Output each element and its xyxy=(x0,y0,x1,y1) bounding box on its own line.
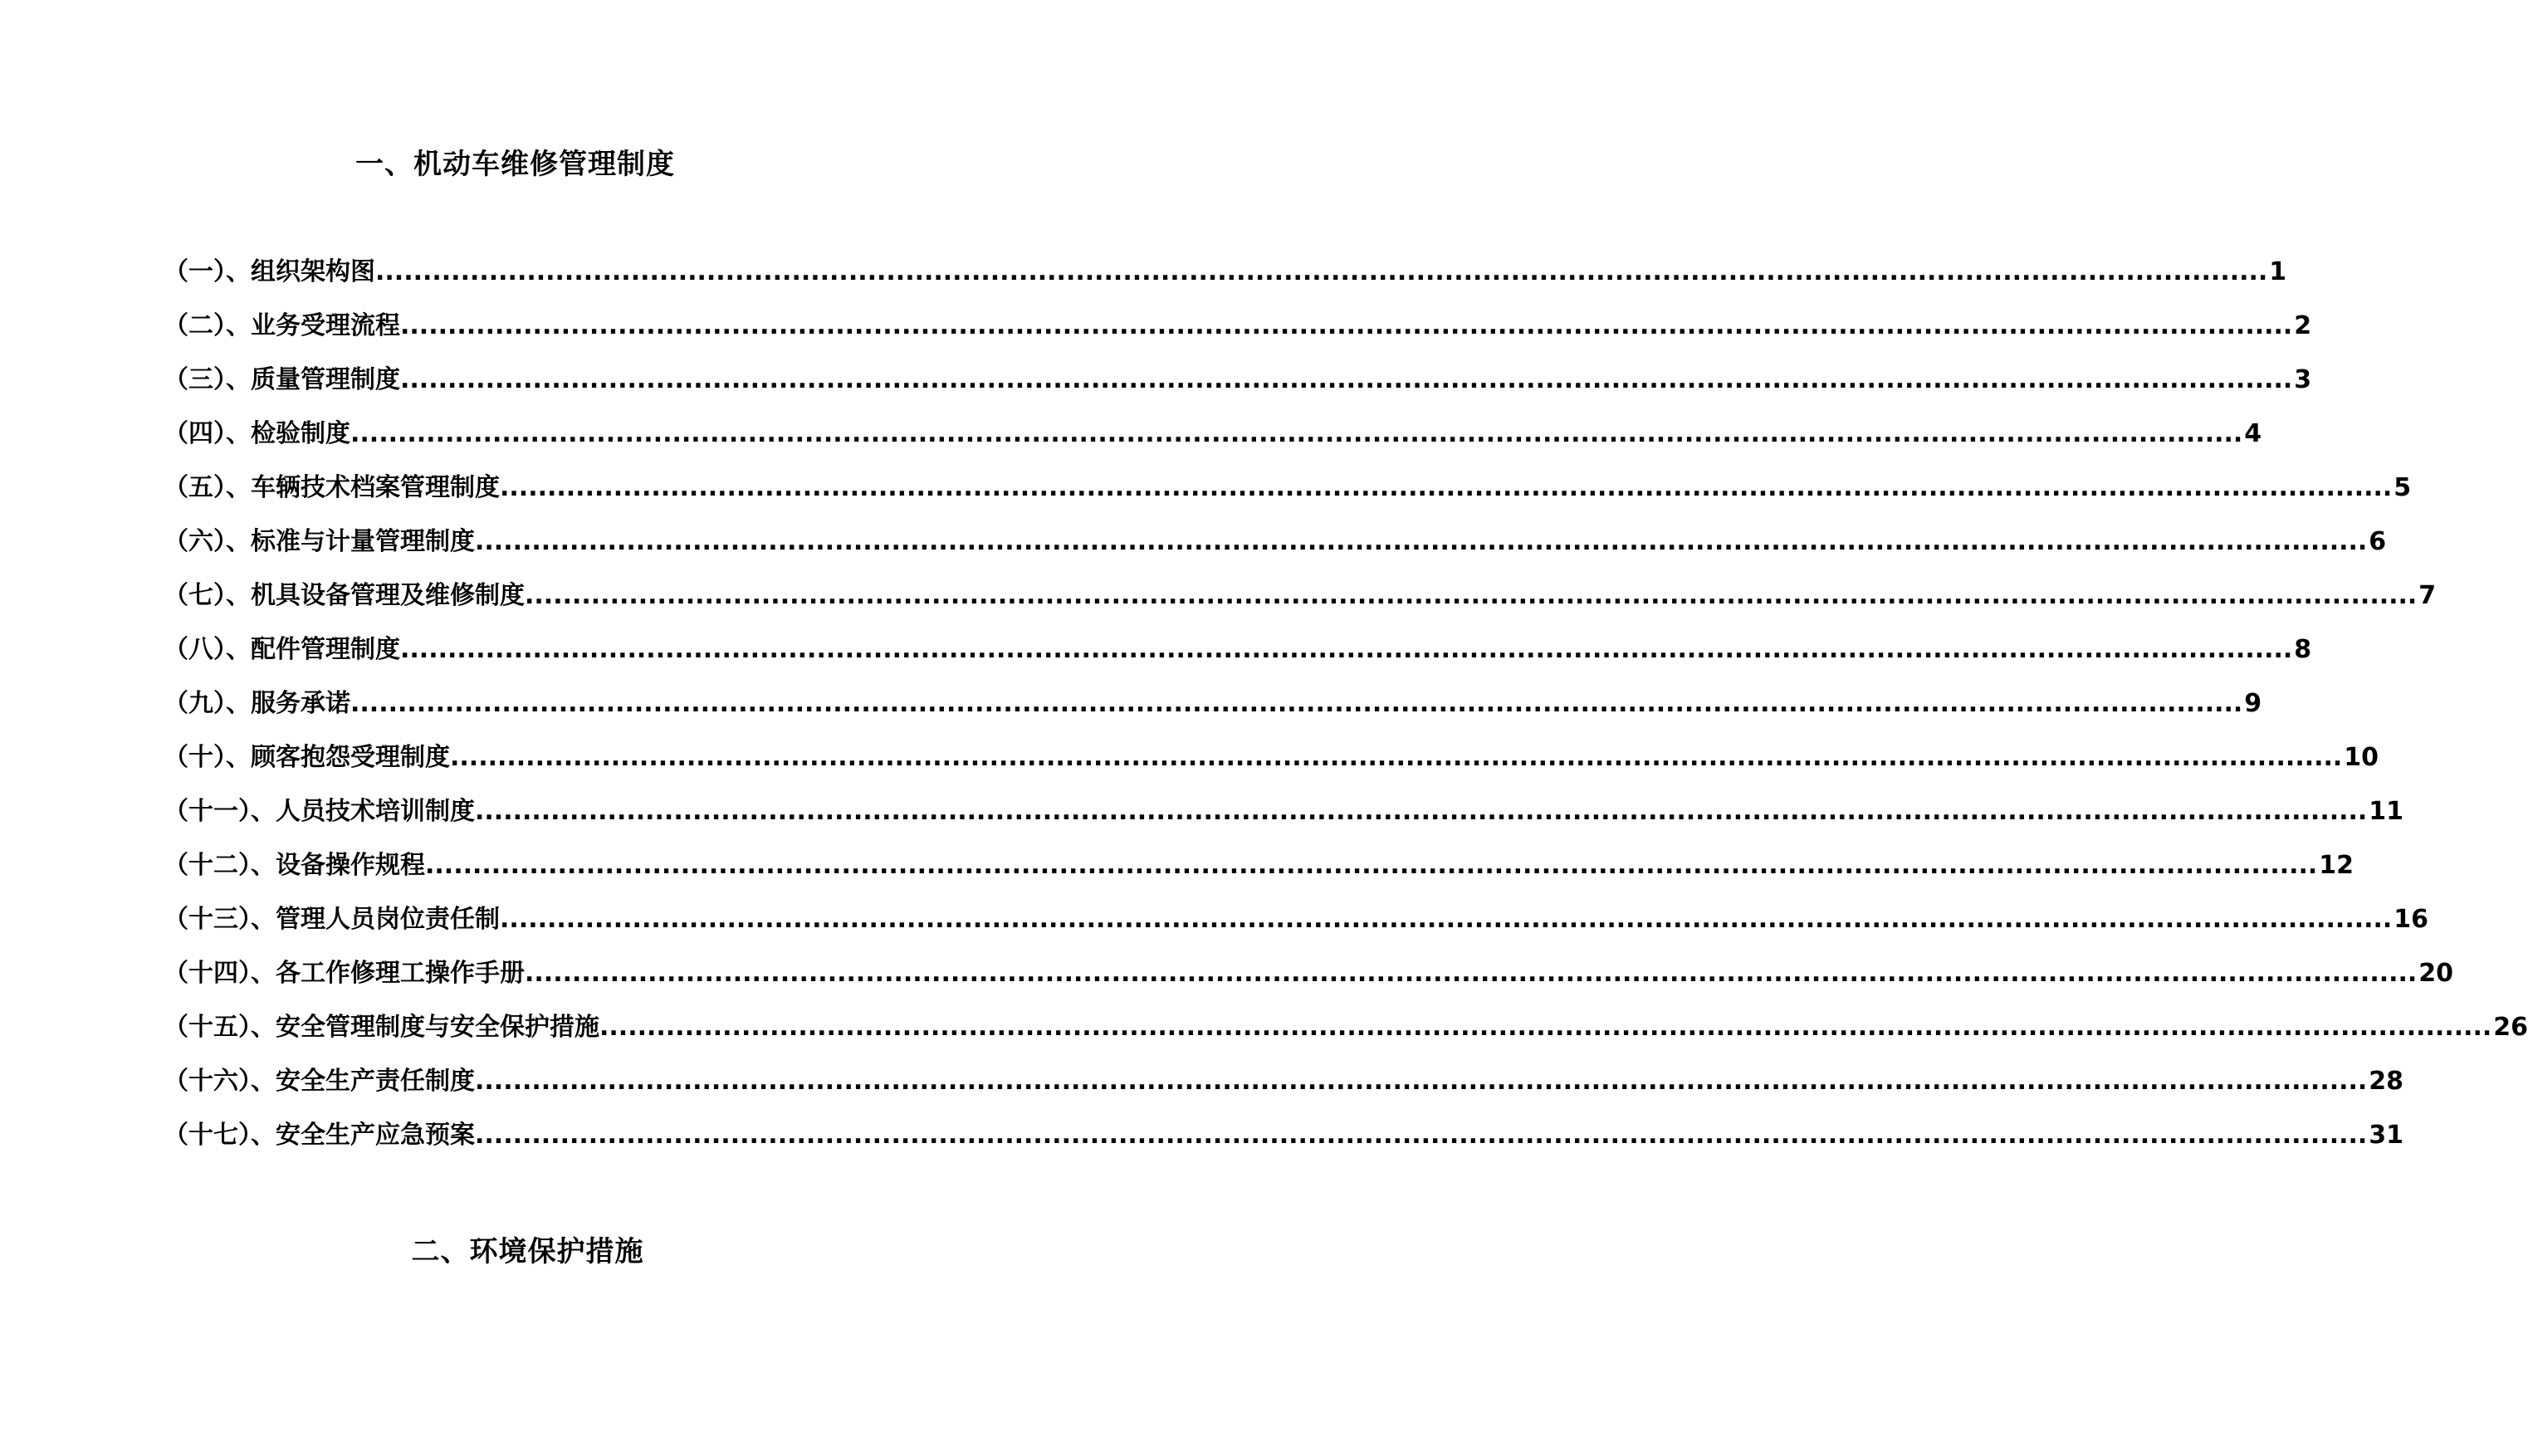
toc-entry-page: 31 xyxy=(2369,1121,2404,1150)
toc-entry-page: 8 xyxy=(2294,635,2312,664)
toc-leader-dots: ........................................................................................................................................................................................................ xyxy=(450,743,2343,772)
toc-leader-dots: ........................................................................................................................................................................................................ xyxy=(500,473,2393,502)
toc-entry-page: 20 xyxy=(2418,959,2454,988)
toc-entry-page: 26 xyxy=(2493,1013,2528,1042)
toc-leader-dots: ........................................................................................................................................................................................................ xyxy=(475,797,2368,826)
toc-entry-page: 3 xyxy=(2294,365,2312,394)
section-heading-text: 二、环境保护措施 xyxy=(411,1235,644,1268)
toc-entry-title: （六）、标准与计量管理制度 xyxy=(164,527,475,556)
toc-leader-dots: ........................................................................................................................................................................................................ xyxy=(350,419,2243,448)
toc-entry-page: 10 xyxy=(2344,743,2379,772)
toc-entry[interactable] xyxy=(164,682,2262,736)
toc-entry[interactable] xyxy=(164,413,2262,467)
toc-leader-dots: ........................................................................................................................................................................................................ xyxy=(475,527,2368,556)
toc-entry-title: （三）、质量管理制度 xyxy=(164,365,400,394)
toc-leader-dots: ........................................................................................................................................................................................................ xyxy=(475,1121,2368,1150)
toc-entry[interactable] xyxy=(164,628,2312,682)
toc-entry-title: （五）、车辆技术档案管理制度 xyxy=(164,473,500,502)
toc-leader-dots: ........................................................................................................................................................................................................ xyxy=(400,365,2293,394)
toc-entry-page: 2 xyxy=(2294,311,2312,340)
toc-entry-title: （八）、配件管理制度 xyxy=(164,635,400,664)
toc-entry[interactable] xyxy=(164,898,2429,952)
section-heading: 一、机动车维修管理制度 xyxy=(355,148,675,181)
toc-entry-title: （十五）、安全管理制度与安全保护措施 xyxy=(164,1013,599,1042)
toc-entry-title: （十六）、安全生产责任制度 xyxy=(164,1067,475,1096)
toc-entry[interactable] xyxy=(164,359,2312,413)
toc-entry-title: （十七）、安全生产应急预案 xyxy=(164,1121,475,1150)
toc-entry-title: （十一）、人员技术培训制度 xyxy=(164,797,475,826)
toc-entry[interactable] xyxy=(164,1006,2528,1060)
toc-entry-title: （十二）、设备操作规程 xyxy=(164,851,425,880)
toc-entry-page: 5 xyxy=(2394,473,2412,502)
toc-entry-page: 9 xyxy=(2244,689,2262,718)
toc-entry-title: （九）、服务承诺 xyxy=(164,689,350,718)
toc-entry[interactable] xyxy=(164,952,2454,1006)
toc-entry[interactable] xyxy=(164,1060,2404,1114)
toc-entry[interactable] xyxy=(164,574,2437,628)
toc-entry-title: （七）、机具设备管理及维修制度 xyxy=(164,581,525,610)
toc-entry[interactable] xyxy=(164,520,2387,574)
toc-entry[interactable] xyxy=(164,251,2287,305)
toc-entry[interactable] xyxy=(164,305,2312,359)
toc-entry-title: （四）、检验制度 xyxy=(164,419,350,448)
toc-entry[interactable] xyxy=(164,790,2404,844)
toc-entry[interactable] xyxy=(164,736,2379,790)
toc-leader-dots: ........................................................................................................................................................................................................ xyxy=(500,905,2393,934)
toc-entry-page: 7 xyxy=(2418,581,2437,610)
toc-entry[interactable] xyxy=(164,844,2354,898)
toc-entry-page: 28 xyxy=(2369,1067,2404,1096)
toc-entry-page: 4 xyxy=(2244,419,2262,448)
section-heading xyxy=(0,1229,1030,1269)
toc-leader-dots: ........................................................................................................................................................................................................ xyxy=(475,1067,2368,1096)
toc-leader-dots: ........................................................................................................................................................................................................ xyxy=(400,311,2293,340)
toc-leader-dots: ........................................................................................................................................................................................................ xyxy=(350,689,2243,718)
toc-entry-title: （十三）、管理人员岗位责任制 xyxy=(164,905,500,934)
toc-entry-title: （一）、组织架构图 xyxy=(164,257,375,286)
toc-entry-title: （十四）、各工作修理工操作手册 xyxy=(164,959,525,988)
toc-entry[interactable] xyxy=(164,1114,2404,1168)
toc-entry-page: 1 xyxy=(2269,257,2287,286)
toc-entry-page: 11 xyxy=(2369,797,2404,826)
toc-leader-dots: ........................................................................................................................................................................................................ xyxy=(525,959,2418,988)
table-of-contents xyxy=(164,251,2528,1168)
toc-leader-dots: ........................................................................................................................................................................................................ xyxy=(400,635,2293,664)
toc-leader-dots: ........................................................................................................................................................................................................ xyxy=(525,581,2418,610)
toc-entry[interactable] xyxy=(164,467,2412,520)
toc-leader-dots: ........................................................................................................................................................................................................ xyxy=(425,851,2318,880)
toc-entry-page: 16 xyxy=(2394,905,2429,934)
toc-entry-title: （二）、业务受理流程 xyxy=(164,311,400,340)
toc-entry-page: 12 xyxy=(2319,851,2354,880)
toc-entry-page: 6 xyxy=(2369,527,2387,556)
toc-entry-title: （十）、顾客抱怨受理制度 xyxy=(164,743,450,772)
toc-leader-dots: ........................................................................................................................................................................................................ xyxy=(599,1013,2492,1042)
toc-leader-dots: ........................................................................................................................................................................................................ xyxy=(375,257,2268,286)
